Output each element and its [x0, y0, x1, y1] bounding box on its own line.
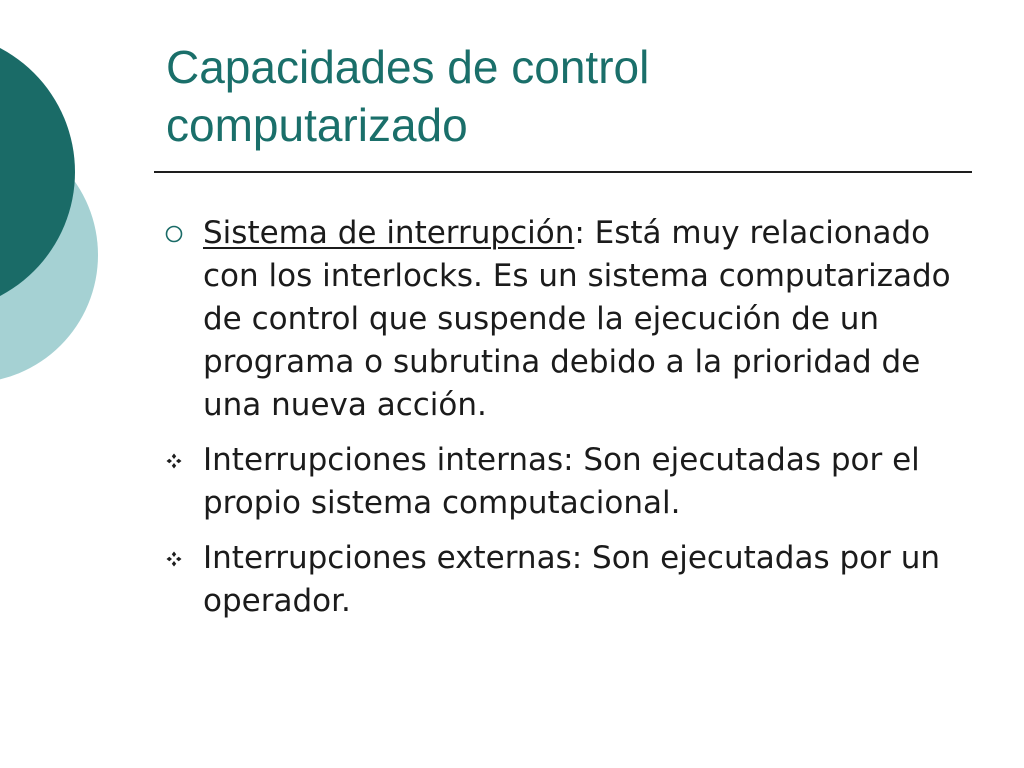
bullet-item-sistema-interrupcion: [160, 212, 960, 427]
slide-title: [166, 38, 966, 154]
slide-body: [160, 212, 960, 635]
bullet-text: Interrupciones internas: Son ejecutadas por el propio sistema computacional.: [203, 442, 920, 521]
four-diamond-icon: [160, 439, 188, 482]
title-line-1: Capacidades de control: [166, 41, 650, 93]
bullet-term: Sistema de interrupción: [203, 215, 575, 251]
four-diamond-icon: [160, 537, 188, 580]
bullet-text: : Está muy relacionado con los interlocks. Es un sistema computarizado de control que suspende la ejecución de un programa o subrutina debido a la prioridad de una nueva acción.: [203, 215, 951, 423]
hollow-circle-icon: [160, 212, 188, 255]
bullet-item-interrupciones-externas: [160, 537, 960, 623]
bullet-item-interrupciones-internas: [160, 439, 960, 525]
decorative-circles: [0, 0, 120, 420]
title-divider: [154, 171, 972, 173]
bullet-text: Interrupciones externas: Son ejecutadas por un operador.: [203, 540, 940, 619]
title-line-2: computarizado: [166, 99, 468, 151]
